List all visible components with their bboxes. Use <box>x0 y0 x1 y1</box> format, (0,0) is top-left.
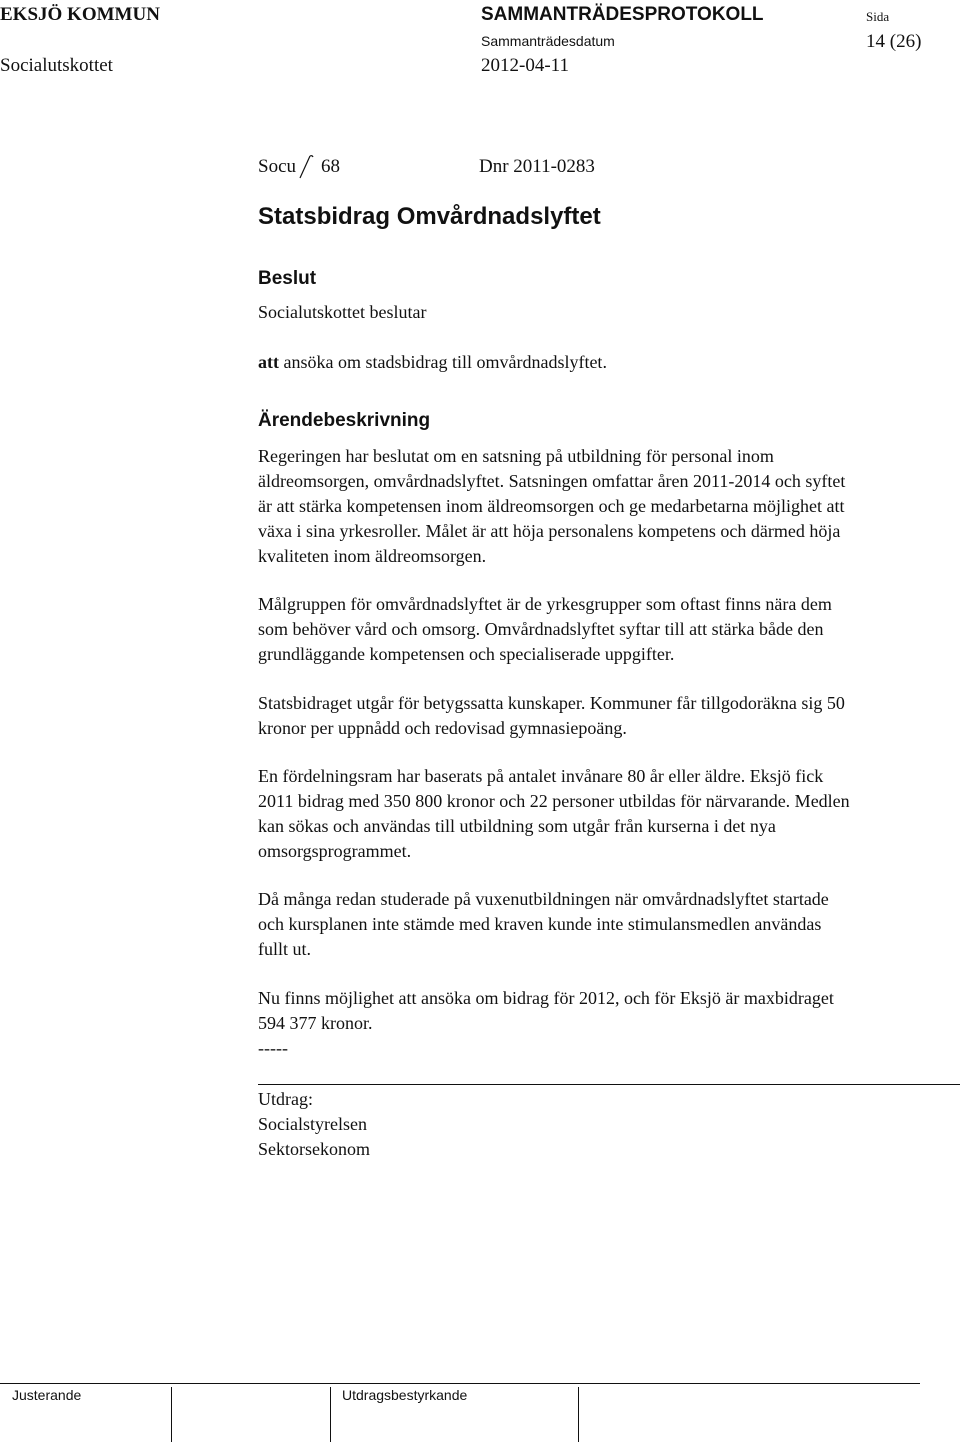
decision-text: ansöka om stadsbidrag till omvårdnadslyftet. <box>279 352 607 372</box>
paragraph-line: och kursplanen inte stämde med kraven kunde inte stimulansmedlen användas <box>258 914 822 934</box>
paragraph-line: En fördelningsram har baserats på antalet invånare 80 år eller äldre. Eksjö fick <box>258 766 824 786</box>
organization-name: EKSJÖ KOMMUN <box>0 4 160 25</box>
decision-att: att <box>258 352 279 372</box>
extract-recipient: Socialstyrelsen <box>258 1114 367 1134</box>
paragraph-mark-icon <box>296 152 314 182</box>
decision-clause <box>258 352 607 373</box>
paragraph-line: som behöver vård och omsorg. Omvårdnadslyftet syftar till att stärka både den <box>258 619 824 639</box>
footer-divider <box>0 1383 920 1384</box>
extract-divider <box>258 1084 960 1085</box>
paragraph-line: kan sökas och användas till utbildning som utgår från kurserna i det nya <box>258 816 776 836</box>
decision-heading: Beslut <box>258 268 317 289</box>
paragraph-line: 2011 bidrag med 350 800 kronor och 22 personer utbildas för närvarande. Medlen <box>258 791 850 811</box>
footer-signature-line <box>330 1387 331 1442</box>
document-type: SAMMANTRÄDESPROTOKOLL <box>481 4 764 25</box>
page-label: Sida <box>866 9 890 24</box>
footer-signature-line <box>578 1387 579 1442</box>
extract-label: Utdrag: <box>258 1089 313 1109</box>
paragraph-line: Regeringen har beslutat om en satsning på utbildning för personal inom <box>258 446 774 466</box>
paragraph-line: fullt ut. <box>258 939 311 959</box>
decision-intro: Socialutskottet beslutar <box>258 302 427 322</box>
paragraph-line: är att stärka kompetensen inom äldreomsorgen och ge medarbetarna möjlighet att <box>258 496 845 516</box>
meeting-date-label: Sammanträdesdatum <box>481 33 615 49</box>
paragraph-4 <box>258 764 956 864</box>
extract-recipient: Sektorsekonom <box>258 1139 370 1159</box>
paragraph-line: Då många redan studerade på vuxenutbildningen när omvårdnadslyftet startade <box>258 889 829 909</box>
footer-justerande-label: Justerande <box>12 1387 82 1403</box>
page-title: Statsbidrag Omvårdnadslyftet <box>258 203 601 230</box>
paragraph-line: 594 377 kronor. <box>258 1013 373 1033</box>
paragraph-6 <box>258 986 956 1061</box>
paragraph-2 <box>258 592 956 667</box>
paragraph-line: äldreomsorgen, omvårdnadslyftet. Satsningen omfattar åren 2011-2014 och syftet <box>258 471 846 491</box>
paragraph-1 <box>258 444 956 569</box>
description-heading: Ärendebeskrivning <box>258 410 431 431</box>
paragraph-line: Nu finns möjlighet att ansöka om bidrag för 2012, och för Eksjö är maxbidraget <box>258 988 834 1008</box>
meeting-date: 2012-04-11 <box>481 55 569 76</box>
page-number: 14 (26) <box>866 31 922 52</box>
case-number: 68 <box>321 156 340 177</box>
extract-list <box>258 1087 956 1162</box>
footer-utdragsbestyrkande-label: Utdragsbestyrkande <box>342 1387 468 1403</box>
paragraph-3 <box>258 691 956 741</box>
paragraph-line: omsorgsprogrammet. <box>258 841 412 861</box>
department-name: Socialutskottet <box>0 55 113 76</box>
footer-signature-line <box>171 1387 172 1442</box>
paragraph-line: grundläggande kompetensen och specialiserade uppgifter. <box>258 644 675 664</box>
paragraph-line: ----- <box>258 1038 288 1058</box>
paragraph-line: kvaliteten inom äldreomsorgen. <box>258 546 487 566</box>
paragraph-line: växa i sina yrkesroller. Målet är att höja personalens kompetens och därmed höja <box>258 521 841 541</box>
paragraph-5 <box>258 887 956 962</box>
paragraph-line: Målgruppen för omvårdnadslyftet är de yrkesgrupper som oftast finns nära dem <box>258 594 832 614</box>
case-dnr: Dnr 2011-0283 <box>479 156 595 177</box>
paragraph-line: kronor per uppnådd och redovisad gymnasiepoäng. <box>258 718 627 738</box>
case-label: Socu <box>258 156 296 177</box>
paragraph-line: Statsbidraget utgår för betygssatta kunskaper. Kommuner får tillgodoräkna sig 50 <box>258 693 845 713</box>
